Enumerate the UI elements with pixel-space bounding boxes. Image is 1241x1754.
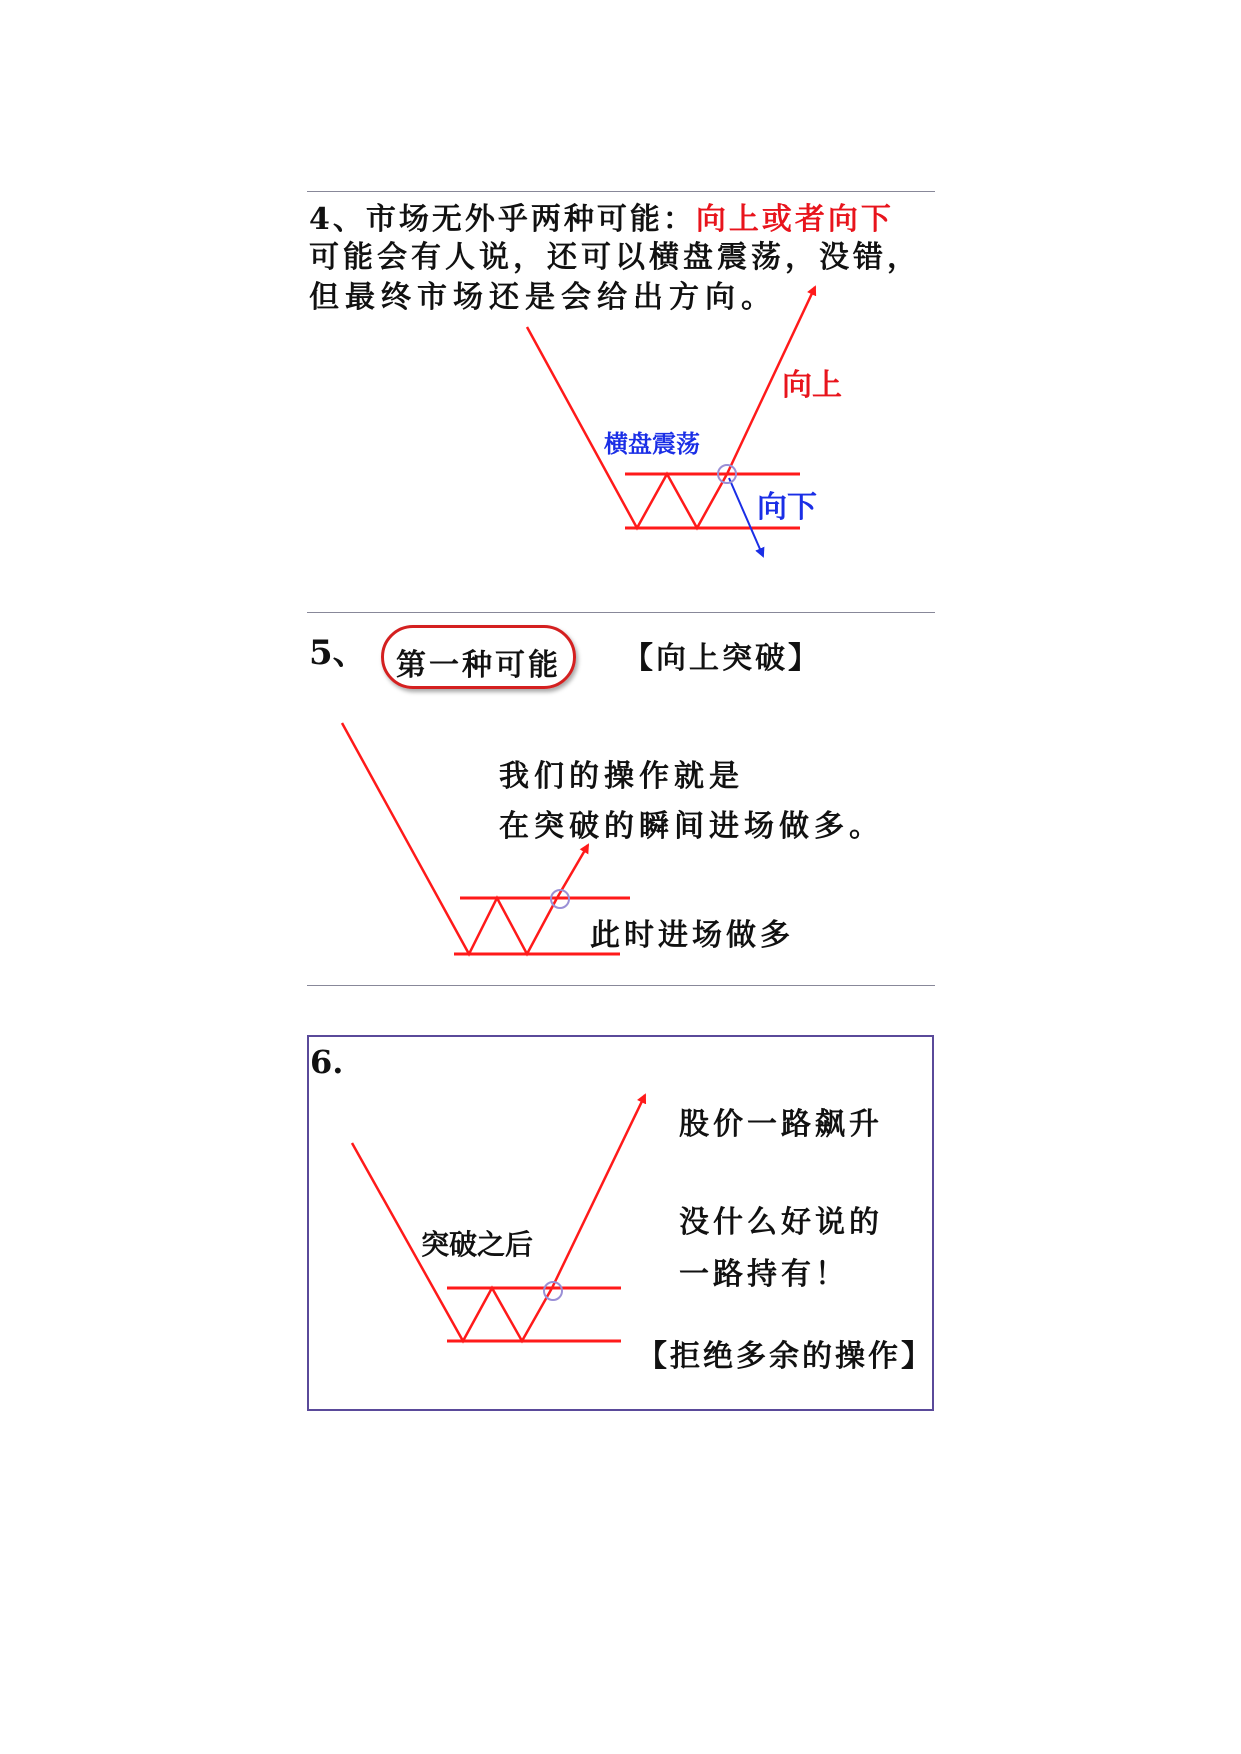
decline-zigzag-line bbox=[342, 723, 557, 954]
divider-5-6 bbox=[307, 985, 935, 986]
label-refuse: 【拒绝多余的操作】 bbox=[637, 1339, 934, 1374]
label-rise: 股价一路飙升 bbox=[679, 1107, 883, 1142]
label-up: 向上 bbox=[782, 368, 842, 403]
up-rise-arrow bbox=[552, 1095, 645, 1288]
section-4 bbox=[307, 192, 935, 612]
section-5 bbox=[307, 613, 935, 985]
section4-line3: 但最终市场还是会给出方向。 bbox=[309, 280, 777, 315]
label-entry: 此时进场做多 bbox=[590, 918, 794, 953]
section6-number: 6. bbox=[310, 1043, 344, 1081]
label-sideways: 横盘震荡 bbox=[604, 430, 700, 458]
section4-line1-prefix: 4、市场无外乎两种可能： bbox=[309, 202, 696, 237]
label-hold-1: 没什么好说的 bbox=[679, 1205, 883, 1240]
section4-line1-highlight: 向上或者向下 bbox=[695, 202, 894, 237]
section5-bracket-label: 【向上突破】 bbox=[623, 641, 821, 676]
section5-desc-line2: 在突破的瞬间进场做多。 bbox=[499, 809, 884, 844]
label-after-breakout: 突破之后 bbox=[421, 1228, 534, 1261]
section-6 bbox=[307, 1035, 935, 1411]
section5-desc-line1: 我们的操作就是 bbox=[499, 759, 744, 794]
section4-line2: 可能会有人说，还可以横盘震荡，没错， bbox=[309, 240, 921, 275]
section5-number: 5、 bbox=[309, 633, 367, 673]
label-down: 向下 bbox=[757, 490, 817, 525]
label-hold-2: 一路持有！ bbox=[679, 1257, 849, 1292]
pill-label: 第一种可能 bbox=[396, 648, 561, 683]
